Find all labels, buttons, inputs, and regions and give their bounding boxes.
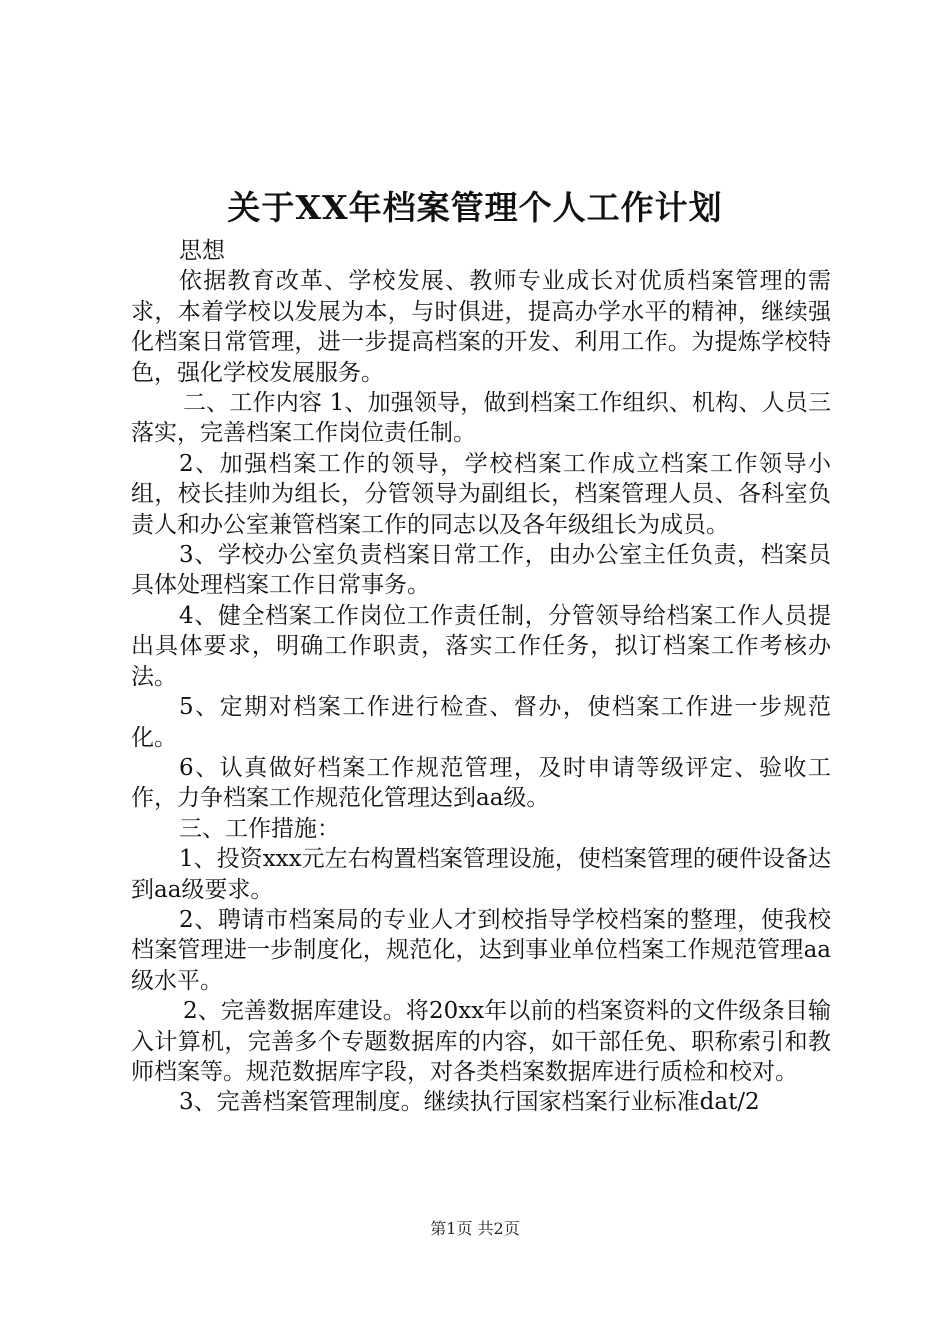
paragraph: 三、工作措施：	[179, 815, 340, 842]
paragraph: 4、健全档案工作岗位工作责任制，分管领导给档案工作人员提出具体要求，明确工作职责，落实工作任务，拟订档案工作考核办法。	[131, 602, 831, 690]
paragraph: 思想	[179, 238, 225, 264]
document-body	[131, 236, 831, 1118]
paragraph: 2、加强档案工作的领导，学校档案工作成立档案工作领导小组，校长挂帅为组长，分管领导为副组长，档案管理人员、各科室负责人和办公室兼管档案工作的同志以及各年级组长为成员。	[131, 450, 831, 538]
paragraph: 5、定期对档案工作进行检查、督办，使档案工作进一步规范化。	[131, 694, 831, 751]
paragraph: 2、完善数据库建设。将20xx年以前的档案资料的文件级条目输入计算机，完善多个专题数据库的内容，如干部任免、职称索引和教师档案等。规范数据库字段，对各类档案数据库进行质检和校对。	[131, 998, 831, 1085]
document-title: 关于XX年档案管理个人工作计划	[227, 188, 723, 227]
paragraph: 1、投资xxx元左右构置档案管理设施，使档案管理的硬件设备达到aa级要求。	[131, 846, 831, 903]
paragraph: 2、聘请市档案局的专业人才到校指导学校档案的整理，使我校档案管理进一步制度化，规范化，达到事业单位档案工作规范管理aa级水平。	[131, 906, 831, 994]
paragraph: 二、工作内容 1、加强领导，做到档案工作组织、机构、人员三落实，完善档案工作岗位责任制。	[131, 390, 831, 447]
paragraph: 6、认真做好档案工作规范管理，及时申请等级评定、验收工作，力争档案工作规范化管理达到aa级。	[131, 754, 831, 812]
paragraph: 3、完善档案管理制度。继续执行国家档案行业标准dat/2	[179, 1089, 760, 1116]
page-footer: 第1页 共2页	[430, 1219, 520, 1238]
paragraph: 依据教育改革、学校发展、教师专业成长对优质档案管理的需求，本着学校以发展为本，与时俱进，提高办学水平的精神，继续强化档案日常管理，进一步提高档案的开发、利用工作。为提炼学校特色，强化学校发展服务。	[131, 268, 831, 386]
paragraph: 3、学校办公室负责档案日常工作，由办公室主任负责，档案员具体处理档案工作日常事务。	[131, 542, 831, 599]
